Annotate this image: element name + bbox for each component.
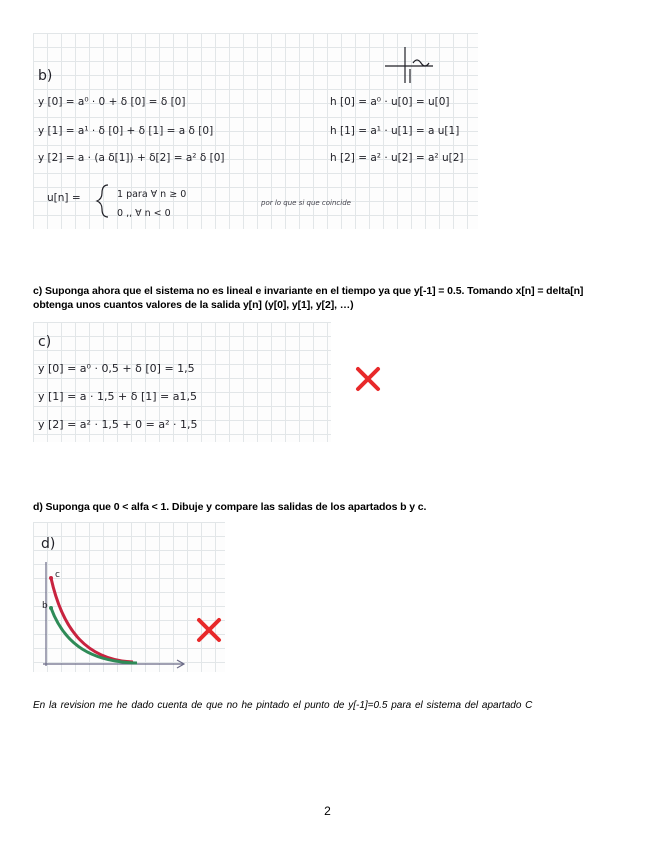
scan-part-b	[33, 33, 478, 229]
handwriting-part-c	[33, 322, 331, 442]
curve-c-label: c	[55, 570, 60, 580]
point-b	[49, 606, 53, 610]
part-c-row3: y [2] = a² · 1,5 + 0 = a² · 1,5	[38, 418, 198, 431]
part-b-row3-right: h [2] = a² · u[2] = a² u[2]	[330, 152, 464, 164]
part-b-row2-right: h [1] = a¹ · u[1] = a u[1]	[330, 125, 460, 137]
page-number: 2	[324, 804, 331, 818]
part-b-row1-left: y [0] = a⁰ · 0 + δ [0] = δ [0]	[38, 96, 186, 108]
part-c-label: c)	[38, 334, 52, 350]
point-c	[49, 576, 53, 580]
part-b-row2-left: y [1] = a¹ · δ [0] + δ [1] = a δ [0]	[38, 125, 214, 137]
cross-mark-icon	[196, 617, 222, 643]
sketch-step-icon	[385, 47, 433, 83]
handwriting-part-b	[33, 33, 478, 229]
part-b-row3-left: y [2] = a · (a δ[1]) + δ[2] = a² δ [0]	[38, 152, 225, 164]
cross-mark-icon	[355, 366, 381, 392]
part-b-row1-right: h [0] = a⁰ · u[0] = u[0]	[330, 96, 450, 108]
part-c-row2: y [1] = a · 1,5 + δ [1] = a1,5	[38, 390, 197, 403]
coincide-note: por lo que si que coincide	[261, 199, 351, 207]
revision-note: En la revision me he dado cuenta de que no he pintado el punto de y[-1]=0.5 para el sistema del apartado C	[33, 700, 533, 711]
part-b-label: b)	[38, 68, 53, 84]
brace-icon	[97, 185, 108, 217]
curve-c	[51, 578, 133, 662]
u-case-1: 1 para ∀ n ≥ 0	[117, 189, 187, 200]
part-d-label: d)	[41, 536, 56, 552]
u-definition: u[n] =	[47, 192, 81, 204]
question-d: d) Suponga que 0 < alfa < 1. Dibuje y compare las salidas de los apartados b y c.	[33, 501, 427, 513]
part-c-row1: y [0] = a⁰ · 0,5 + δ [0] = 1,5	[38, 362, 195, 375]
scan-part-d	[33, 522, 225, 672]
scan-part-c	[33, 322, 331, 442]
question-c: c) Suponga ahora que el sistema no es lineal e invariante en el tiempo ya que y[-1] = 0.5. Tomando x[n] = delta[n] obtenga unos cuantos valores de la salida y[n] (y[0], y[1], y[2], …)	[33, 285, 584, 311]
u-case-2: 0 ,, ∀ n < 0	[117, 208, 171, 219]
curve-b-label: b	[42, 601, 48, 611]
plot-part-d	[33, 522, 225, 672]
